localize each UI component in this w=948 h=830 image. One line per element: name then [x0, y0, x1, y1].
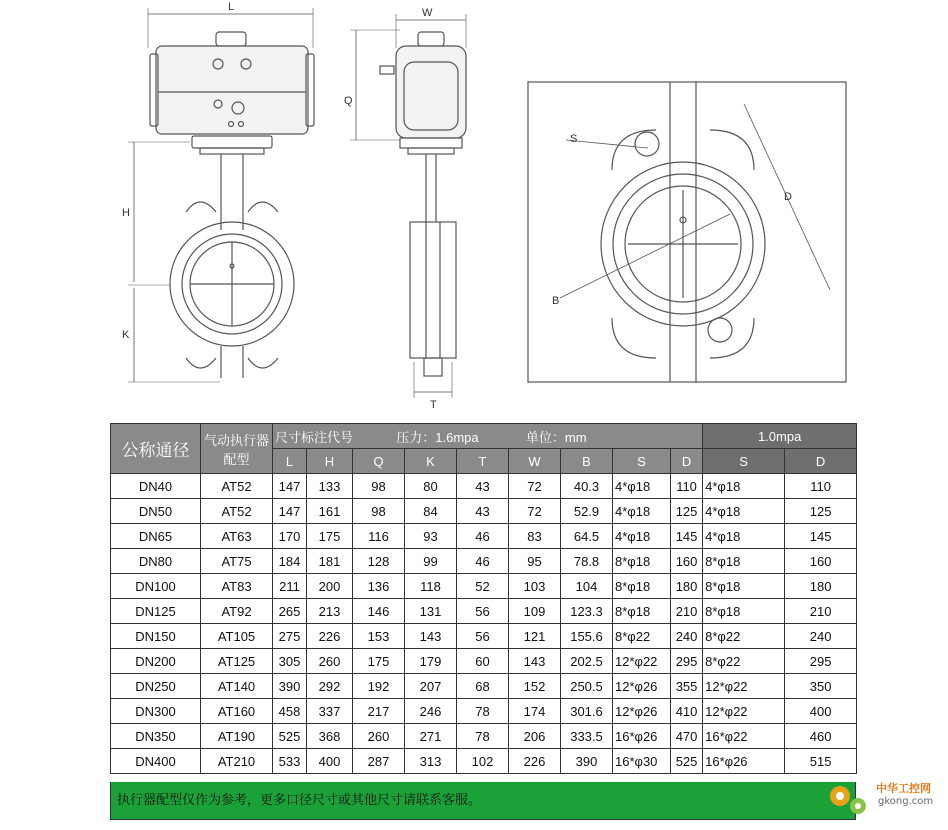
col-header: T — [457, 449, 509, 474]
dim-Q: Q — [344, 95, 353, 107]
table-row — [111, 699, 857, 724]
table-cell-d: 295 — [671, 649, 703, 674]
table-cell-l: 458 — [273, 699, 307, 724]
table-cell-l: 275 — [273, 624, 307, 649]
table-cell-d: 145 — [671, 524, 703, 549]
table-cell-k: 271 — [405, 724, 457, 749]
table-cell-t: 78 — [457, 724, 509, 749]
table-cell-w: 121 — [509, 624, 561, 649]
table-cell-s: 4*φ18 — [613, 524, 671, 549]
table-cell-w: 72 — [509, 499, 561, 524]
table-cell-dn: DN150 — [111, 624, 201, 649]
col-header: K — [405, 449, 457, 474]
watermark-url: gkong.com — [878, 796, 934, 807]
table-cell-q: 260 — [353, 724, 405, 749]
table-row — [111, 674, 857, 699]
table-cell-dn: DN250 — [111, 674, 201, 699]
table-cell-l: 533 — [273, 749, 307, 774]
detail-view — [528, 82, 846, 382]
table-cell-d: 160 — [671, 549, 703, 574]
table-cell-at: AT63 — [201, 524, 273, 549]
table-cell-k: 80 — [405, 474, 457, 499]
table-cell-b: 301.6 — [561, 699, 613, 724]
table-cell-s2: 12*φ22 — [703, 674, 785, 699]
table-cell-at: AT210 — [201, 749, 273, 774]
dim-L: L — [228, 1, 235, 13]
dim-T: T — [430, 399, 437, 411]
table-cell-w: 83 — [509, 524, 561, 549]
header-dims — [273, 424, 703, 449]
table-cell-h: 181 — [307, 549, 353, 574]
table-cell-k: 131 — [405, 599, 457, 624]
table-cell-l: 390 — [273, 674, 307, 699]
table-cell-d2: 515 — [785, 749, 857, 774]
table-cell-t: 102 — [457, 749, 509, 774]
table-cell-s: 8*φ22 — [613, 624, 671, 649]
table-cell-q: 146 — [353, 599, 405, 624]
table-cell-t: 46 — [457, 524, 509, 549]
table-cell-s: 8*φ18 — [613, 549, 671, 574]
col-header: B — [561, 449, 613, 474]
table-row — [111, 649, 857, 674]
table-cell-d2: 125 — [785, 499, 857, 524]
table-row — [111, 749, 857, 774]
table-cell-d: 470 — [671, 724, 703, 749]
table-cell-dn: DN300 — [111, 699, 201, 724]
col-header: W — [509, 449, 561, 474]
table-cell-s2: 4*φ18 — [703, 474, 785, 499]
table-cell-h: 161 — [307, 499, 353, 524]
table-cell-l: 525 — [273, 724, 307, 749]
dim-D: D — [784, 191, 792, 203]
header-unit: 单位：mm — [525, 429, 587, 445]
table-row — [111, 599, 857, 624]
table-cell-q: 98 — [353, 499, 405, 524]
table-cell-d: 180 — [671, 574, 703, 599]
dim-W: W — [422, 7, 433, 19]
table-cell-w: 72 — [509, 474, 561, 499]
table-row — [111, 549, 857, 574]
table-cell-w: 152 — [509, 674, 561, 699]
table-cell-at: AT92 — [201, 599, 273, 624]
table-row — [111, 574, 857, 599]
table-cell-b: 78.8 — [561, 549, 613, 574]
table-row — [111, 524, 857, 549]
table-cell-s2: 8*φ22 — [703, 624, 785, 649]
header-dim-label: 尺寸标注代号 — [275, 429, 354, 445]
col-header: H — [307, 449, 353, 474]
table-cell-d2: 210 — [785, 599, 857, 624]
table-cell-s: 4*φ18 — [613, 499, 671, 524]
table-cell-t: 60 — [457, 649, 509, 674]
table-cell-d2: 460 — [785, 724, 857, 749]
table-cell-w: 174 — [509, 699, 561, 724]
dim-K: K — [122, 329, 130, 341]
table-cell-q: 287 — [353, 749, 405, 774]
table-cell-q: 116 — [353, 524, 405, 549]
table-cell-dn: DN400 — [111, 749, 201, 774]
front-view — [128, 8, 314, 382]
table-cell-q: 153 — [353, 624, 405, 649]
table-cell-k: 207 — [405, 674, 457, 699]
table-cell-s2: 16*φ22 — [703, 724, 785, 749]
table-cell-s2: 8*φ22 — [703, 649, 785, 674]
table-cell-b: 52.9 — [561, 499, 613, 524]
table-cell-d: 410 — [671, 699, 703, 724]
col-header: D — [785, 449, 857, 474]
table-cell-d: 525 — [671, 749, 703, 774]
table-cell-at: AT75 — [201, 549, 273, 574]
table-cell-s2: 4*φ18 — [703, 524, 785, 549]
dim-S: S — [570, 133, 578, 145]
table-cell-s: 12*φ22 — [613, 649, 671, 674]
table-cell-l: 170 — [273, 524, 307, 549]
table-cell-t: 43 — [457, 474, 509, 499]
gear-icon — [822, 776, 874, 822]
table-cell-d2: 350 — [785, 674, 857, 699]
table-cell-k: 143 — [405, 624, 457, 649]
table-cell-h: 400 — [307, 749, 353, 774]
table-cell-h: 213 — [307, 599, 353, 624]
table-cell-h: 226 — [307, 624, 353, 649]
table-cell-q: 136 — [353, 574, 405, 599]
table-cell-w: 109 — [509, 599, 561, 624]
spec-table — [110, 423, 857, 774]
table-cell-h: 260 — [307, 649, 353, 674]
table-cell-q: 217 — [353, 699, 405, 724]
table-cell-at: AT52 — [201, 474, 273, 499]
table-cell-b: 250.5 — [561, 674, 613, 699]
table-cell-t: 68 — [457, 674, 509, 699]
table-cell-s: 12*φ26 — [613, 674, 671, 699]
side-view — [350, 14, 466, 398]
table-cell-b: 40.3 — [561, 474, 613, 499]
table-cell-l: 184 — [273, 549, 307, 574]
table-cell-b: 390 — [561, 749, 613, 774]
table-cell-dn: DN80 — [111, 549, 201, 574]
table-cell-d: 125 — [671, 499, 703, 524]
table-cell-d2: 240 — [785, 624, 857, 649]
table-cell-h: 133 — [307, 474, 353, 499]
table-cell-dn: DN50 — [111, 499, 201, 524]
table-cell-h: 292 — [307, 674, 353, 699]
table-cell-l: 305 — [273, 649, 307, 674]
table-cell-d: 210 — [671, 599, 703, 624]
table-cell-w: 206 — [509, 724, 561, 749]
table-cell-q: 98 — [353, 474, 405, 499]
col-header: Q — [353, 449, 405, 474]
table-cell-d2: 180 — [785, 574, 857, 599]
table-cell-s2: 8*φ18 — [703, 599, 785, 624]
table-cell-at: AT190 — [201, 724, 273, 749]
table-cell-q: 192 — [353, 674, 405, 699]
table-cell-w: 226 — [509, 749, 561, 774]
dim-H: H — [122, 207, 130, 219]
table-cell-l: 147 — [273, 499, 307, 524]
table-cell-s: 8*φ18 — [613, 574, 671, 599]
table-cell-t: 56 — [457, 624, 509, 649]
table-cell-t: 43 — [457, 499, 509, 524]
table-cell-h: 200 — [307, 574, 353, 599]
table-cell-at: AT83 — [201, 574, 273, 599]
table-cell-t: 52 — [457, 574, 509, 599]
header-pressure: 压力：1.6mpa — [396, 429, 479, 445]
table-cell-w: 143 — [509, 649, 561, 674]
table-cell-k: 313 — [405, 749, 457, 774]
table-cell-s2: 4*φ18 — [703, 499, 785, 524]
table-cell-dn: DN125 — [111, 599, 201, 624]
table-cell-s2: 8*φ18 — [703, 574, 785, 599]
table-cell-dn: DN350 — [111, 724, 201, 749]
table-cell-h: 337 — [307, 699, 353, 724]
col-header: S — [703, 449, 785, 474]
table-cell-at: AT140 — [201, 674, 273, 699]
col-header: S — [613, 449, 671, 474]
table-cell-at: AT105 — [201, 624, 273, 649]
header-pressure-2: 1.0mpa — [703, 424, 857, 449]
table-cell-d2: 145 — [785, 524, 857, 549]
table-cell-b: 64.5 — [561, 524, 613, 549]
header-actuator: 气动执行器配型 — [201, 424, 273, 474]
table-cell-at: AT160 — [201, 699, 273, 724]
table-cell-at: AT125 — [201, 649, 273, 674]
table-cell-at: AT52 — [201, 499, 273, 524]
table-cell-d2: 295 — [785, 649, 857, 674]
table-row — [111, 624, 857, 649]
table-cell-d: 110 — [671, 474, 703, 499]
header-nominal: 公称通径 — [111, 424, 201, 474]
table-cell-s2: 16*φ26 — [703, 749, 785, 774]
table-cell-l: 211 — [273, 574, 307, 599]
table-cell-dn: DN65 — [111, 524, 201, 549]
table-cell-s2: 8*φ18 — [703, 549, 785, 574]
table-cell-s: 4*φ18 — [613, 474, 671, 499]
table-cell-dn: DN100 — [111, 574, 201, 599]
table-cell-t: 78 — [457, 699, 509, 724]
table-row — [111, 499, 857, 524]
table-cell-h: 175 — [307, 524, 353, 549]
table-cell-w: 95 — [509, 549, 561, 574]
watermark-logo — [822, 776, 942, 822]
table-cell-q: 175 — [353, 649, 405, 674]
table-cell-s: 16*φ30 — [613, 749, 671, 774]
col-header: L — [273, 449, 307, 474]
table-cell-k: 93 — [405, 524, 457, 549]
table-cell-d: 240 — [671, 624, 703, 649]
table-header-row-1 — [111, 424, 857, 449]
table-cell-l: 147 — [273, 474, 307, 499]
table-cell-w: 103 — [509, 574, 561, 599]
table-cell-dn: DN200 — [111, 649, 201, 674]
table-cell-l: 265 — [273, 599, 307, 624]
table-cell-t: 56 — [457, 599, 509, 624]
table-cell-h: 368 — [307, 724, 353, 749]
table-note: 执行器配型仅作为参考，更多口径尺寸或其他尺寸请联系客服。 — [110, 782, 856, 820]
table-cell-k: 84 — [405, 499, 457, 524]
table-cell-b: 104 — [561, 574, 613, 599]
dim-B: B — [552, 295, 560, 307]
col-header: D — [671, 449, 703, 474]
table-cell-dn: DN40 — [111, 474, 201, 499]
table-cell-s: 16*φ26 — [613, 724, 671, 749]
table-cell-d2: 110 — [785, 474, 857, 499]
watermark-name: 中华工控网 — [876, 782, 931, 795]
table-cell-b: 202.5 — [561, 649, 613, 674]
table-cell-k: 246 — [405, 699, 457, 724]
table-cell-t: 46 — [457, 549, 509, 574]
table-cell-k: 118 — [405, 574, 457, 599]
table-cell-s: 12*φ26 — [613, 699, 671, 724]
table-cell-s2: 12*φ22 — [703, 699, 785, 724]
table-row — [111, 474, 857, 499]
table-cell-d2: 160 — [785, 549, 857, 574]
table-cell-k: 99 — [405, 549, 457, 574]
table-cell-d2: 400 — [785, 699, 857, 724]
table-cell-s: 8*φ18 — [613, 599, 671, 624]
table-cell-d: 355 — [671, 674, 703, 699]
table-row — [111, 724, 857, 749]
table-cell-q: 128 — [353, 549, 405, 574]
table-cell-b: 155.6 — [561, 624, 613, 649]
table-cell-k: 179 — [405, 649, 457, 674]
table-cell-b: 333.5 — [561, 724, 613, 749]
table-cell-b: 123.3 — [561, 599, 613, 624]
